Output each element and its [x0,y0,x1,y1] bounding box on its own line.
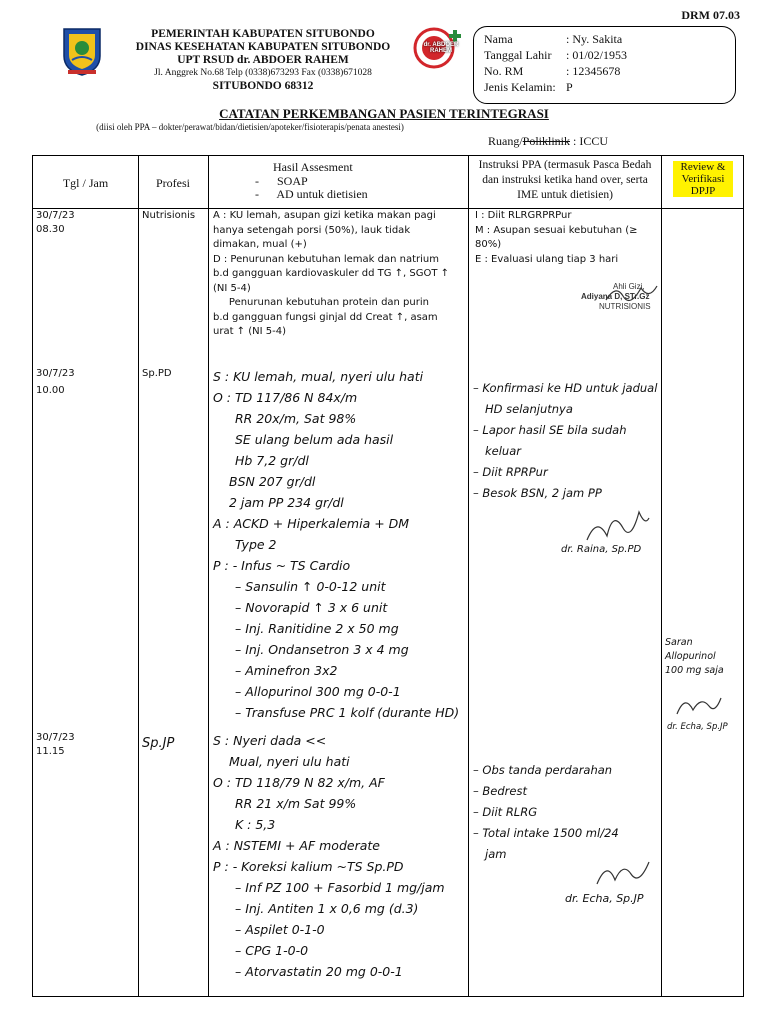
entry-2-review [665,636,724,678]
review-line: Allopurinol [665,651,716,662]
assessment-line: b.d gangguan kardiovaskuler dd TG ↑, SGOT ↑ [213,268,450,279]
column-divider [468,156,469,996]
column-divider [208,156,209,996]
instruction-line: – Bedrest [473,784,527,798]
header-date-time: Tgl / Jam [62,176,109,190]
assessment-line: – Inj. Antiten 1 x 0,6 mg (d.3) [235,901,419,916]
assessment-line: Hb 7,2 gr/dl [235,453,309,468]
instruction-line: – Konfirmasi ke HD untuk jadual [473,381,658,395]
patient-dob-value: : 01/02/1953 [566,48,628,62]
instruction-line: E : Evaluasi ulang tiap 3 hari [475,253,619,265]
entry-3-signature-name: dr. Echa, Sp.JP [565,892,644,905]
header-assessment [255,160,368,202]
column-divider [138,156,139,996]
assessment-line: K : 5,3 [235,817,276,832]
instruction-line: HD selanjutnya [485,402,573,416]
header-city: SITUBONDO 68312 [212,80,314,92]
room-strike: Poliklinik [522,134,571,148]
assessment-line: – Inj. Ondansetron 3 x 4 mg [235,642,409,657]
assessment-line: P : - Infus ~ TS Cardio [213,558,351,573]
assessment-line: RR 20x/m, Sat 98% [235,411,357,426]
entry-2-review-signature: dr. Echa, Sp.JP [667,722,728,732]
signature-scribble-icon [673,690,723,720]
assessment-line: – Allopurinol 300 mg 0-0-1 [235,684,401,699]
header-review-dpjp: Review & Verifikasi DPJP [673,161,733,197]
entry-2-instruction [473,378,657,504]
assessment-line: O : TD 118/79 N 82 x/m, AF [213,775,385,790]
instruction-line: M : Asupan sesuai kebutuhan (≥ [475,224,638,236]
regency-emblem-logo [60,26,104,76]
form-subtitle: (diisi oleh PPA – dokter/perawat/bidan/dietisien/apoteker/fisioterapis/penata anestesi) [96,122,404,132]
signature-role: NUTRISIONIS [599,302,651,311]
patient-rm-label: No. RM [484,64,524,78]
assessment-line: – Aspilet 0-1-0 [235,922,325,937]
assessment-line: SE ulang belum ada hasil [235,432,394,447]
patient-sex-label: Jenis Kelamin: [484,80,556,94]
room-prefix: Ruang/ [488,134,523,148]
signature-scribble-icon [601,282,661,304]
form-title: CATATAN PERKEMBANGAN PASIEN TERINTEGRASI [219,106,549,121]
review-line: 100 mg saja [665,665,724,676]
signature-title: Ahli Gizi, [613,282,645,291]
assessment-line: Penurunan kebutuhan protein dan purin [213,297,429,308]
review-line: Saran [665,637,693,648]
instruction-line: – Besok BSN, 2 jam PP [473,486,602,500]
entry-3-assessment [213,730,445,982]
assessment-line: BSN 207 gr/dl [229,474,316,489]
header-assessment-soap: - SOAP [255,173,308,188]
entry-1-date: 30/7/23 [36,210,75,221]
assessment-line: b.d gangguan fungsi ginjal dd Creat ↑, asam [213,311,438,323]
patient-dob-label: Tanggal Lahir [484,48,552,62]
instruction-line: I : Diit RLRGRPRPur [475,210,572,221]
assessment-line: – Sansulin ↑ 0-0-12 unit [235,579,386,594]
entry-3-date: 30/7/23 [36,732,75,743]
assessment-line: S : KU lemah, mual, nyeri ulu hati [213,369,424,384]
progress-notes-table [32,155,744,997]
assessment-line: 2 jam PP 234 gr/dl [229,495,344,510]
document-code: DRM 07.03 [681,8,740,22]
room-field [488,134,608,149]
entry-1-time: 08.30 [36,224,65,235]
assessment-line: Mual, nyeri ulu hati [229,754,350,769]
assessment-line: S : Nyeri dada << [213,733,327,748]
patient-identity-box [473,26,736,104]
signature-name: Adiyana D, STr.Gz [581,292,650,301]
entry-3-instruction [473,760,619,865]
assessment-line: – Atorvastatin 20 mg 0-0-1 [235,964,403,979]
assessment-line: D : Penurunan kebutuhan lemak dan natrium [213,253,439,265]
assessment-line: A : ACKD + Hiperkalemia + DM [213,516,410,531]
assessment-line: RR 21 x/m Sat 99% [235,796,357,811]
header-ppa-instruction: Instruksi PPA (termasuk Pasca Bedah dan instruksi ketika hand over, serta IME untuk dietisien) [478,159,652,201]
assessment-line: – Transfuse PRC 1 kolf (durante HD) [235,705,460,720]
entry-2-profession: Sp.PD [142,368,172,379]
entry-1-assessment [213,209,449,340]
entry-2-signature-name: dr. Raina, Sp.PD [561,544,642,555]
instruction-line: jam [485,847,507,861]
room-value: : ICCU [570,134,609,148]
patient-name-label: Nama [484,32,513,46]
signature-scribble-icon [593,856,653,890]
entry-1-signature-block [581,282,681,312]
entry-2-date: 30/7/23 [36,368,75,379]
assessment-line: – CPG 1-0-0 [235,943,309,958]
instruction-line: – Diit RPRPur [473,465,548,479]
institution-header [108,28,418,93]
header-assessment-title: Hasil Assesment [273,160,353,174]
assessment-line: – Inj. Ranitidine 2 x 50 mg [235,621,399,636]
instruction-line: – Lapor hasil SE bila sudah [473,423,627,437]
header-profession: Profesi [156,176,190,190]
entry-1-profession: Nutrisionis [142,210,196,221]
patient-sex-value: P [566,80,573,94]
header-line-3: UPT RSUD dr. ABDOER RAHEM [177,54,349,66]
assessment-line: hanya setengah porsi (50%), lauk tidak [213,224,411,236]
assessment-line: P : - Koreksi kalium ~TS Sp.PD [213,859,404,874]
assessment-line: A : KU lemah, asupan gizi ketika makan pagi [213,210,436,221]
entry-3-profession: Sp.JP [142,736,175,751]
entry-2-assessment [213,366,459,723]
entry-1-instruction [475,209,638,267]
header-line-2: DINAS KESEHATAN KABUPATEN SITUBONDO [135,41,391,53]
hospital-logo [412,26,470,70]
header-line-1: PEMERINTAH KABUPATEN SITUBONDO [151,28,375,40]
patient-rm-value: : 12345678 [566,64,621,78]
instruction-line: – Obs tanda perdarahan [473,763,613,777]
instruction-line: – Total intake 1500 ml/24 [473,826,619,840]
instruction-line: 80%) [475,239,502,250]
header-assessment-ad: - AD untuk dietisien [255,187,368,201]
assessment-line: O : TD 117/86 N 84x/m [213,390,358,405]
assessment-line: A : NSTEMI + AF moderate [213,838,380,853]
assessment-line: Type 2 [235,537,277,552]
assessment-line: – Inf PZ 100 + Fasorbid 1 mg/jam [235,880,445,895]
assessment-line: – Aminefron 3x2 [235,663,338,678]
signature-scribble-icon [583,506,653,546]
header-address: Jl. Anggrek No.68 Telp (0338)673293 Fax (0338)671028 [154,68,372,78]
hospital-logo-text: dr. ABDOER RAHEM [423,42,459,54]
assessment-line: urat ↑ (NI 5-4) [213,326,286,337]
assessment-line: dimakan, mual (+) [213,239,307,250]
instruction-line: keluar [485,444,521,458]
entry-2-time: 10.00 [36,385,65,396]
entry-3-time: 11.15 [36,746,65,757]
assessment-line: (NI 5-4) [213,282,251,294]
instruction-line: – Diit RLRG [473,805,538,819]
assessment-line: – Novorapid ↑ 3 x 6 unit [235,600,388,615]
patient-name-value: : Ny. Sakita [566,32,623,46]
